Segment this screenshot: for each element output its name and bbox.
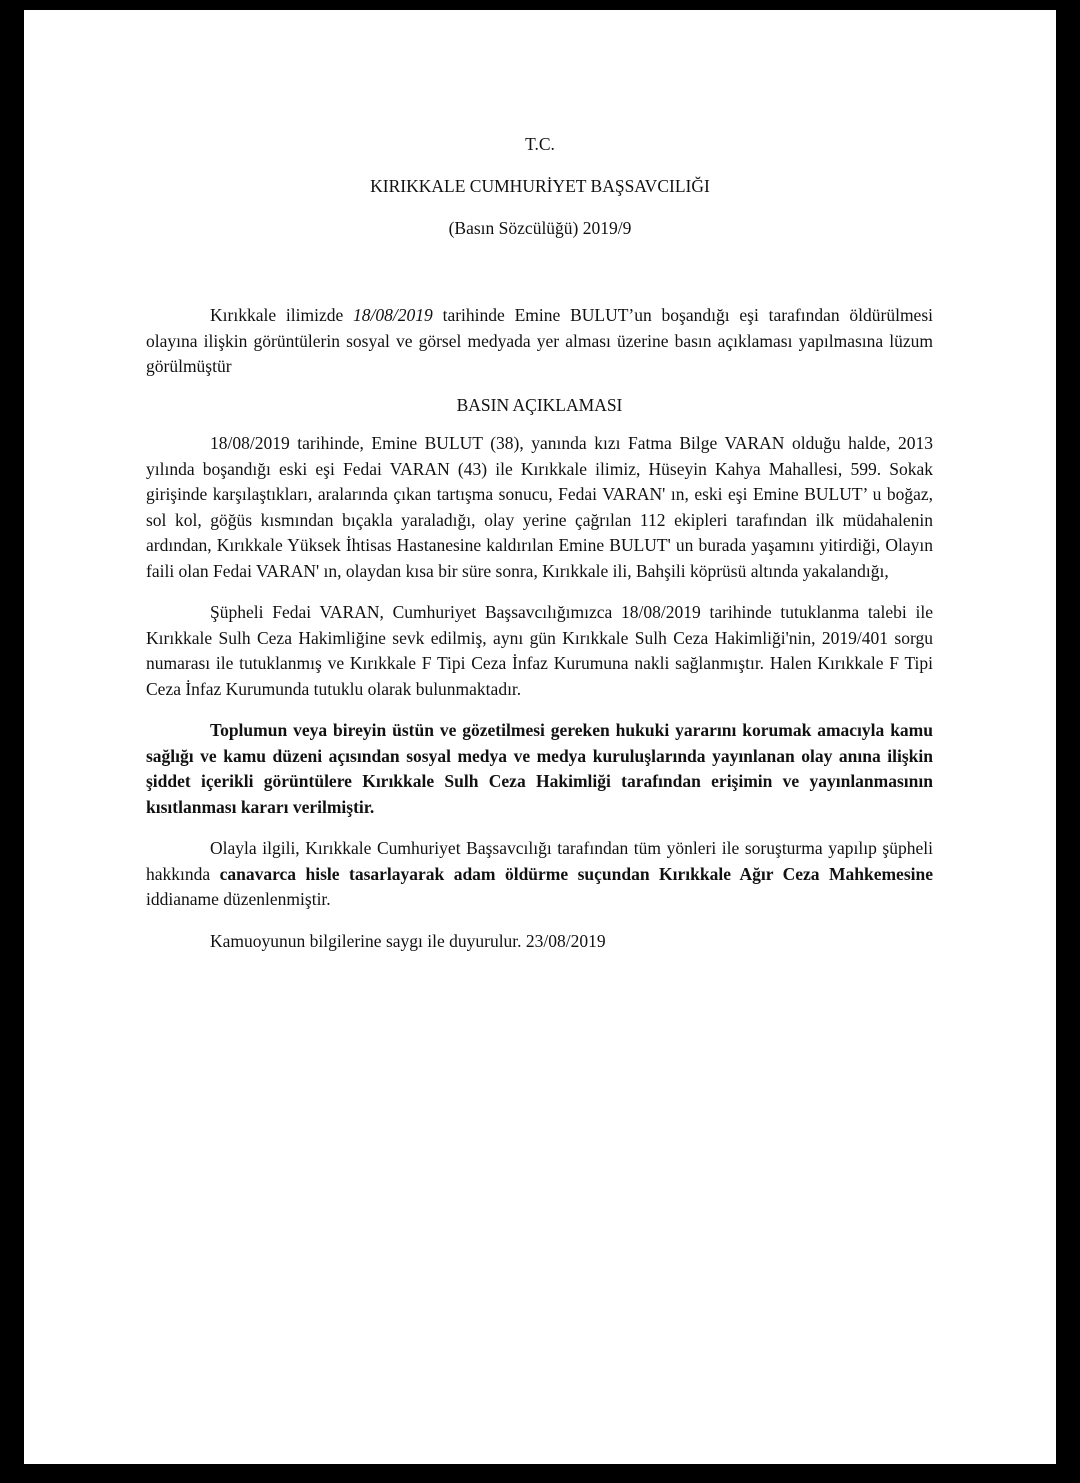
investigation-text-2: iddianame düzenlenmiştir. (146, 889, 331, 909)
intro-paragraph (146, 303, 933, 380)
investigation-charge: canavarca hisle tasarlayarak adam öldürme suçundan Kırıkkale Ağır Ceza Mahkemesine (219, 863, 933, 884)
header-tc: T.C. (525, 134, 555, 154)
investigation-paragraph (146, 836, 933, 913)
statement-heading: BASIN AÇIKLAMASI (456, 394, 623, 415)
closing-paragraph: Kamuoyunun bilgilerine saygı ile duyurulur. 23/08/2019 (210, 930, 606, 951)
header-office-title: KIRIKKALE CUMHURİYET BAŞSAVCILIĞI (370, 176, 710, 196)
document-page (24, 10, 1056, 1464)
intro-text-1: Kırıkkale ilimizde (210, 305, 354, 325)
incident-paragraph: 18/08/2019 tarihinde, Emine BULUT (38), yanında kızı Fatma Bilge VARAN olduğu halde, 2013 yılında boşandığı eski eşi Fedai VARAN (43) ile Kırıkkale ilimiz, Hüseyin Kahya Mahallesi, 599. Sokak girişinde karşılaştıkları, aralarında çıkan tartışma sonucu, Fedai VARAN' ın, eski eşi Emine BULUT’ u boğaz, sol kol, göğüs kısmından bıçakla yaraladığı, olay yerine çağrılan 112 ekipleri tarafından ilk müdahalenin ardından, Kırıkkale Yüksek İhtisas Hastanesine kaldırılan Emine BULUT' un burada yaşamını yitirdiği, Olayın faili olan Fedai VARAN' ın, olaydan kısa bir süre sonra, Kırıkkale ili, Bahşili köprüsü altında yakalandığı, (146, 433, 933, 581)
arrest-paragraph: Şüpheli Fedai VARAN, Cumhuriyet Başsavcılığımızca 18/08/2019 tarihinde tutuklanma talebi ile Kırıkkale Sulh Ceza Hakimliğine sevk edilmiş, aynı gün Kırıkkale Sulh Ceza Hakimliği'nin, 2019/401 sorgu numarası ile tutuklanmış ve Kırıkkale F Tipi Ceza İnfaz Kurumuna nakli sağlanmıştır. Halen Kırıkkale F Tipi Ceza İnfaz Kurumunda tutuklu olarak bulunmaktadır. (146, 602, 933, 699)
header-reference: (Basın Sözcülüğü) 2019/9 (448, 218, 632, 238)
intro-date: 18/08/2019 (353, 305, 433, 325)
restriction-paragraph: Toplumun veya bireyin üstün ve gözetilmesi gereken hukuki yararını korumak amacıyla kamu sağlığı ve kamu düzeni açısından sosyal medya ve medya kuruluşlarında yayınlanan olay anına ilişkin şiddet içerikli görüntülere Kırıkkale Sulh Ceza Hakimliği tarafından erişimin ve yayınlanmasının kısıtlanması kararı verilmiştir. (146, 720, 933, 817)
document-body (146, 303, 933, 954)
intro-text-2: tarihinde Emine BULUT’un boşandığı eşi tarafından öldürülmesi olayına ilişkin görüntülerin sosyal ve görsel medyada yer alması üzerine basın açıklaması yapılmasına lüzum görülmüştür (146, 305, 933, 376)
investigation-text-1: Olayla ilgili, Kırıkkale Cumhuriyet Başsavcılığı tarafından tüm yönleri ile soruşturma yapılıp şüpheli hakkında (146, 838, 933, 884)
